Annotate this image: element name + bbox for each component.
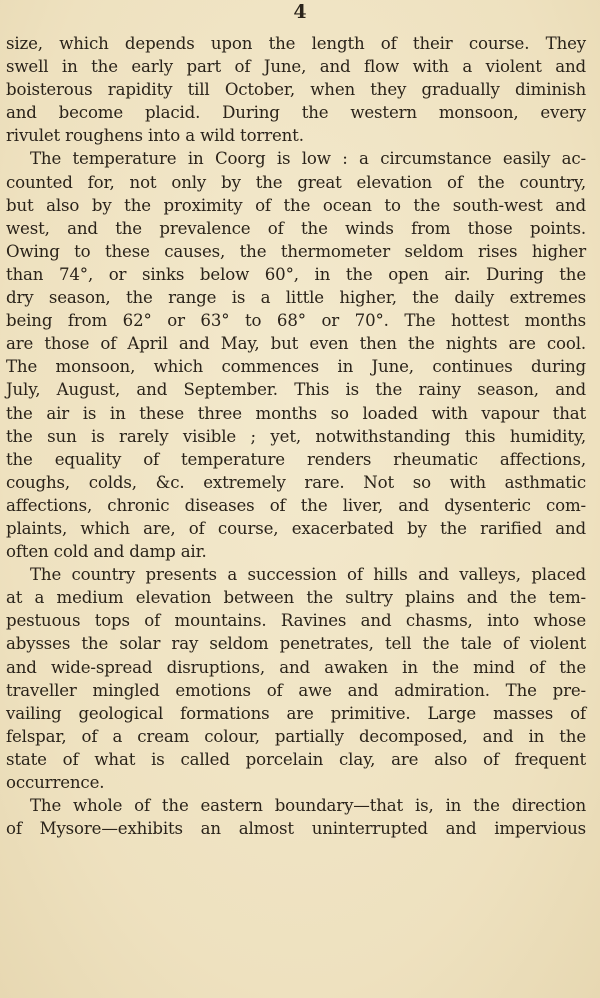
text-line: size, which depends upon the length of their course. They — [6, 34, 586, 53]
paragraph — [0, 32, 600, 147]
text-line: July, August, and September. This is the rainy season, and — [6, 380, 586, 400]
text-line: often cold and damp air. — [6, 542, 207, 562]
text-line: The country presents a succession of hills and valleys, placed — [30, 565, 586, 585]
text-line: felspar, of a cream colour, partially decomposed, and in the — [6, 726, 586, 746]
text-line: boisterous rapidity till October, when they gradually diminish — [6, 80, 586, 100]
text-line: the air is in these three months so loaded with vapour that — [6, 403, 586, 423]
text-line: rivulet roughens into a wild torrent. — [6, 126, 304, 146]
text-line: occurrence. — [6, 773, 105, 792]
text-line: plaints, which are, of course, exacerbated by the rarified and — [6, 518, 586, 538]
text-line: coughs, colds, &c. extremely rare. Not so with asthmatic — [6, 472, 586, 492]
text-line: dry season, the range is a little higher, the daily extremes — [6, 288, 586, 308]
paragraph — [0, 147, 600, 563]
text-line: are those of April and May, but even then the nights are cool. — [6, 334, 586, 354]
text-line: and become placid. During the western monsoon, every — [6, 103, 586, 123]
text-line: being from 62° or 63° to 68° or 70°. The hottest months — [6, 311, 586, 331]
text-line: swell in the early part of June, and flow with a violent and — [6, 57, 586, 77]
text-line: at a medium elevation between the sultry plains and the tem- — [6, 588, 586, 608]
text-line: pestuous tops of mountains. Ravines and chasms, into whose — [6, 611, 586, 631]
text-line: the sun is rarely visible ; yet, notwithstanding this humidity, — [6, 426, 586, 446]
text-line: counted for, not only by the great elevation of the country, — [6, 172, 586, 192]
page-number: 4 — [293, 1, 307, 23]
body-text — [0, 32, 600, 840]
text-line: The whole of the eastern boundary—that is, in the direction — [30, 796, 586, 816]
text-line: traveller mingled emotions of awe and admiration. The pre- — [6, 680, 586, 700]
text-line: the equality of temperature renders rheumatic affections, — [6, 449, 586, 469]
text-line: The temperature in Coorg is low : a circumstance easily ac- — [30, 149, 586, 169]
text-line: vailing geological formations are primitive. Large masses of — [6, 703, 586, 723]
text-line: affections, chronic diseases of the liver, and dysenteric com- — [6, 495, 586, 515]
text-line: The monsoon, which commences in June, continues during — [6, 357, 586, 377]
text-line: west, and the prevalence of the winds from those points. — [6, 218, 586, 238]
text-line: and wide-spread disruptions, and awaken in the mind of the — [6, 657, 586, 677]
text-line: state of what is called porcelain clay, are also of frequent — [6, 749, 586, 769]
text-line: than 74°, or sinks below 60°, in the open air. During the — [6, 264, 586, 284]
paragraph — [0, 563, 600, 794]
text-line: abysses the solar ray seldom penetrates, tell the tale of violent — [6, 634, 586, 654]
text-line: Owing to these causes, the thermometer seldom rises higher — [6, 241, 586, 261]
paragraph — [0, 794, 600, 840]
text-line: of Mysore—exhibits an almost uninterrupted and impervious — [6, 819, 586, 839]
text-line: but also by the proximity of the ocean to the south-west and — [6, 195, 586, 215]
